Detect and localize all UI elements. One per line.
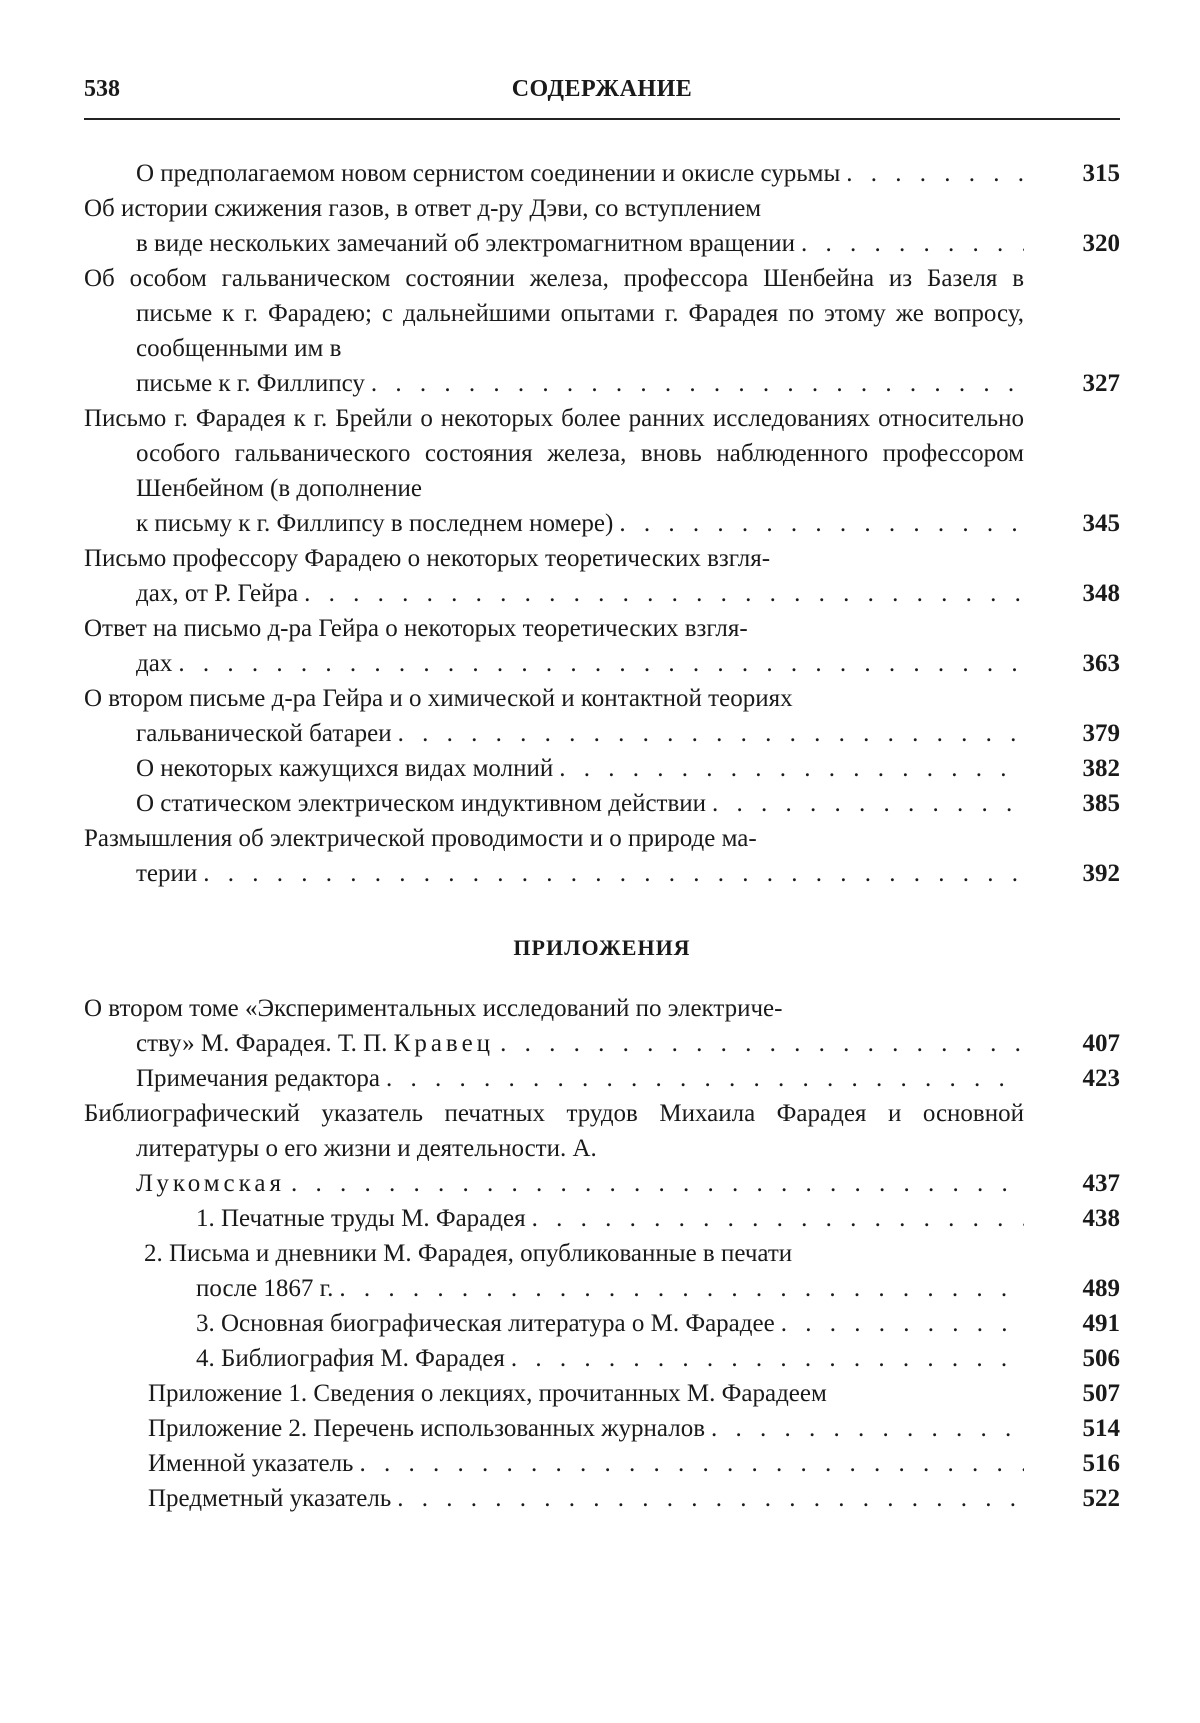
toc-entry	[84, 1061, 1120, 1096]
toc-page-number: 392	[1082, 860, 1120, 887]
toc-entry-title: Об особом гальваническом состоянии железа, профессора Шенбейна из Базеля в письме к г. Фарадею; с дальнейшими опытами г. Фарадея по этому же вопросу, сообщенными им в	[84, 265, 1024, 362]
toc-page-number: 507	[1082, 1380, 1120, 1407]
toc-page-number: 438	[1082, 1205, 1120, 1232]
dot-leader	[511, 1341, 1024, 1376]
toc-page-number: 385	[1082, 790, 1120, 817]
toc-page-number: 327	[1082, 370, 1120, 397]
toc-entry-title: Ответ на письмо д-ра Гейра о некоторых теоретических взгля-	[84, 615, 748, 642]
toc-entry-title-end: дах, от Р. Гейра	[136, 580, 299, 607]
toc-entry-title: Приложение 2. Перечень использованных журналов	[148, 1415, 706, 1442]
toc-page-number: 363	[1082, 650, 1120, 677]
dot-leader	[178, 646, 1024, 681]
toc-subentry	[84, 1341, 1120, 1376]
toc-subentry	[84, 1236, 1120, 1306]
toc-page-number: 506	[1082, 1345, 1120, 1372]
toc-entry-author: Лукомская	[136, 1170, 286, 1197]
dot-leader	[339, 1271, 1024, 1306]
dot-leader	[801, 226, 1024, 261]
toc-entry-author: Кравец	[393, 1030, 495, 1057]
toc-entry-title-end: письме к г. Филлипсу	[136, 370, 365, 397]
toc-entry-title-end: к письму к г. Филлипсу в последнем номере)	[136, 510, 614, 537]
toc-entry	[84, 261, 1120, 401]
toc-page-number: 379	[1082, 720, 1120, 747]
dot-leader	[559, 751, 1024, 786]
toc-entry-title: Именной указатель	[148, 1450, 354, 1477]
dot-leader	[532, 1201, 1024, 1236]
running-title: СОДЕРЖАНИЕ	[511, 76, 693, 102]
toc-entry-title: 2. Письма и дневники М. Фарадея, опубликованные в печати	[144, 1240, 793, 1267]
toc-entry-title-end: в виде нескольких замечаний об электромагнитном вращении	[136, 230, 795, 257]
toc-page-number: 382	[1082, 755, 1120, 782]
dot-leader	[371, 366, 1024, 401]
dot-leader	[500, 1026, 1024, 1061]
toc-entry-title: 4. Библиография М. Фарадея	[196, 1345, 505, 1372]
toc-entry-title: Предметный указатель	[148, 1485, 392, 1512]
toc-page-number: 345	[1082, 510, 1120, 537]
toc-entry-title: 1. Печатные труды М. Фарадея	[196, 1205, 526, 1232]
toc-page-number: 320	[1082, 230, 1120, 257]
toc-entry-title-end: терии	[136, 860, 198, 887]
toc-entry	[84, 541, 1120, 611]
toc-page-number: 522	[1082, 1485, 1120, 1512]
toc-main	[84, 156, 1120, 891]
toc-entry-title-end: ству» М. Фарадея. Т. П.	[136, 1030, 388, 1057]
toc-page-number: 491	[1082, 1310, 1120, 1337]
page-number: 538	[84, 76, 120, 102]
toc-entry-title-end: после 1867 г.	[196, 1275, 334, 1302]
toc-entry	[84, 1481, 1120, 1516]
dot-leader	[712, 786, 1024, 821]
toc-entry	[84, 786, 1120, 821]
toc-entry	[84, 611, 1120, 681]
toc-subentry	[84, 1201, 1120, 1236]
toc-entry	[84, 191, 1120, 261]
dot-leader	[619, 506, 1024, 541]
toc-subentry	[84, 1376, 1120, 1411]
appendix-heading: ПРИЛОЖЕНИЯ	[513, 935, 691, 960]
toc-entry-title: Размышления об электрической проводимости и о природе ма-	[84, 825, 757, 852]
dot-leader	[398, 716, 1024, 751]
toc-entry-title-end: гальванической батареи	[136, 720, 392, 747]
toc-entry-title: О некоторых кажущихся видах молний	[136, 755, 554, 782]
toc-entry	[84, 1446, 1120, 1481]
page	[84, 70, 1120, 1516]
toc-entry	[84, 1096, 1120, 1201]
toc-entry-title: О втором письме д-ра Гейра и о химической и контактной теориях	[84, 685, 793, 712]
toc-entry-title: Об истории сжижения газов, в ответ д-ру Дэви, со вступлением	[84, 195, 762, 222]
toc-page-number: 437	[1082, 1170, 1120, 1197]
toc-entry	[84, 681, 1120, 751]
toc-entry-title: 3. Основная биографическая литература о М. Фарадее	[196, 1310, 775, 1337]
dot-leader	[304, 576, 1024, 611]
toc-entry	[84, 156, 1120, 191]
dot-leader	[386, 1061, 1024, 1096]
header-rule	[84, 118, 1120, 120]
dot-leader	[781, 1306, 1024, 1341]
toc-page-number: 516	[1082, 1450, 1120, 1477]
toc-entry-title: Примечания редактора	[136, 1065, 380, 1092]
dot-leader	[397, 1481, 1024, 1516]
toc-entry-title: О предполагаемом новом сернистом соединении и окисле сурьмы	[136, 160, 841, 187]
toc-appendix	[84, 991, 1120, 1516]
dot-leader	[359, 1446, 1024, 1481]
toc-subentry	[84, 1411, 1120, 1446]
toc-page-number: 348	[1082, 580, 1120, 607]
toc-entry	[84, 401, 1120, 541]
toc-entry-title: Библиографический указатель печатных трудов Михаила Фарадея и основной литературы о его жизни и деятельности. А.	[84, 1100, 1024, 1162]
toc-page-number: 407	[1082, 1030, 1120, 1057]
toc-page-number: 315	[1082, 160, 1120, 187]
toc-entry-title: Письмо г. Фарадея к г. Брейли о некоторых более ранних исследованиях относительно особого гальванического состояния железа, вновь наблюденного профессором Шенбейном (в дополнение	[84, 405, 1024, 502]
toc-entry-title: О статическом электрическом индуктивном действии	[136, 790, 707, 817]
toc-page-number: 423	[1082, 1065, 1120, 1092]
toc-entry-title: Письмо профессору Фарадею о некоторых теоретических взгля-	[84, 545, 771, 572]
dot-leader	[846, 156, 1024, 191]
toc-subentry	[84, 1306, 1120, 1341]
toc-entry	[84, 991, 1120, 1061]
toc-page-number: 489	[1082, 1275, 1120, 1302]
toc-entry	[84, 821, 1120, 891]
dot-leader	[291, 1166, 1024, 1201]
toc-entry	[84, 751, 1120, 786]
dot-leader	[203, 856, 1024, 891]
toc-entry-title: О втором томе «Экспериментальных исследований по электриче-	[84, 995, 783, 1022]
dot-leader	[711, 1411, 1024, 1446]
running-head	[84, 70, 1120, 110]
toc-entry-title: Приложение 1. Сведения о лекциях, прочитанных М. Фарадеем	[148, 1380, 827, 1407]
toc-entry-title-end: дах	[136, 650, 173, 677]
toc-page-number: 514	[1082, 1415, 1120, 1442]
